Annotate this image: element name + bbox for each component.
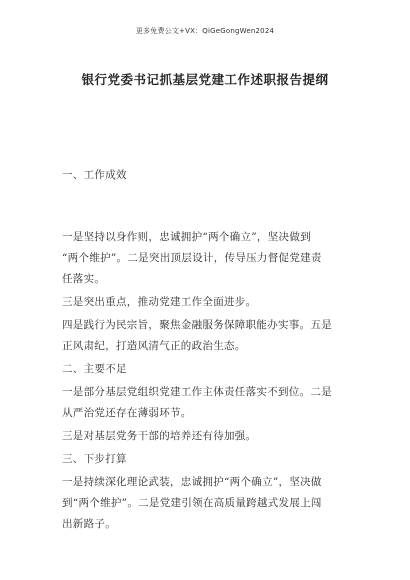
paragraph-line: 从严治党还存在薄弱环节。 [62,407,192,419]
paragraph-line: 一是坚持以身作则，忠诚拥护“两个确立”，坚决做到 [62,231,311,243]
section-heading-next-steps: 三、下步打算 [62,453,127,465]
section-heading-shortcomings: 二、主要不足 [62,363,127,375]
document-title: 银行党委书记抓基层党建工作述职报告提纲 [81,72,329,87]
paragraph-line: 任落实。 [62,273,106,285]
header-note: 更多免费公文+VX：QiGeGongWen2024 [135,27,275,35]
paragraph-line: 出新路子。 [62,518,116,530]
paragraph-line: 到“两个维护”。二是党建引领在高质量跨越式发展上闯 [62,497,322,509]
section-heading-achievements: 一、工作成效 [62,169,127,181]
paragraph-line: 一是部分基层党组织党建工作主体责任落实不到位。二是 [62,386,332,398]
paragraph-line: 一是持续深化理论武装，忠诚拥护“两个确立”，坚决做 [62,476,322,488]
paragraph-line: 三是突出重点，推动党建工作全面进步。 [62,296,257,308]
paragraph-line: “两个维护”。二是突出顶层设计，传导压力督促党建责 [62,252,322,264]
paragraph-line: 正风肃纪，打造风清气正的政治生态。 [62,340,246,352]
paragraph-line: 三是对基层党务干部的培养还有待加强。 [62,430,257,442]
paragraph-line: 四是践行为民宗旨，聚焦金融服务保障职能办实事。五是 [62,319,332,331]
